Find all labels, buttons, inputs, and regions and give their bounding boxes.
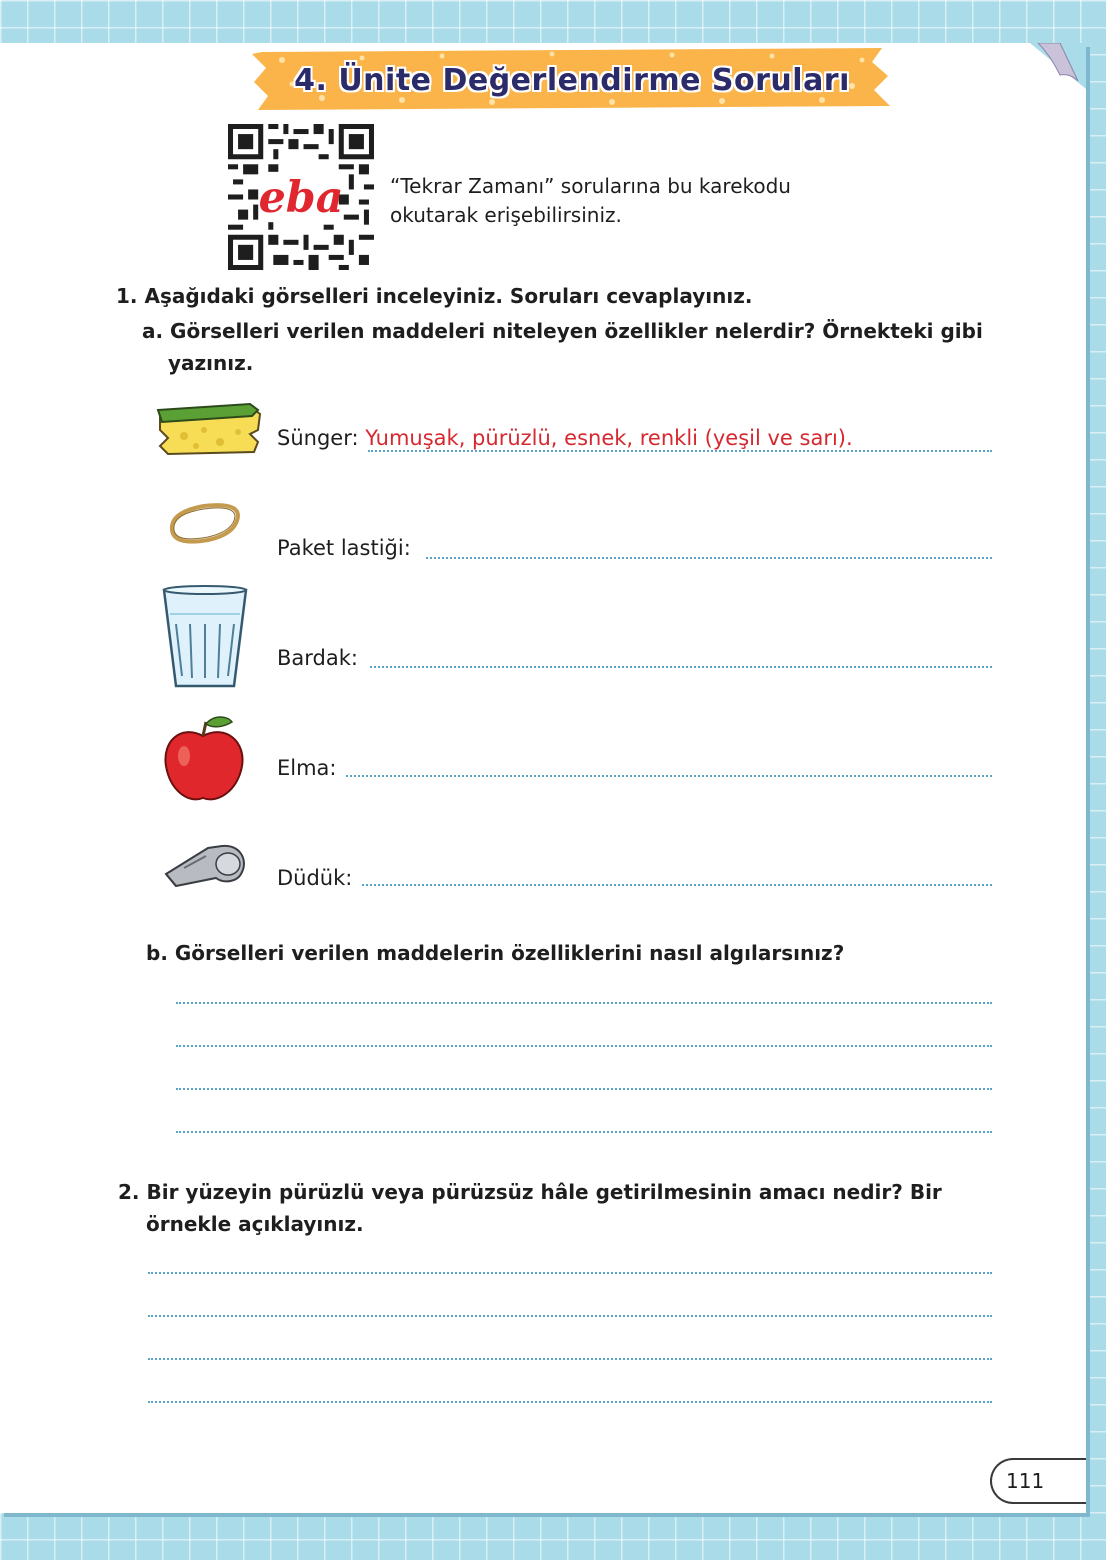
eba-logo-text: eba	[258, 173, 344, 224]
glass-label: Bardak:	[277, 646, 358, 670]
question-1a-line2: yazınız.	[168, 351, 254, 375]
answer-line-2-3[interactable]	[148, 1358, 992, 1360]
answer-line-rubber-band[interactable]	[426, 557, 992, 559]
answer-line-sponge[interactable]	[368, 450, 992, 452]
page-number: 111	[990, 1458, 1086, 1504]
answer-line-1b-1[interactable]	[176, 1002, 992, 1004]
answer-line-2-2[interactable]	[148, 1315, 992, 1317]
answer-line-apple[interactable]	[346, 775, 992, 777]
question-1: 1. Aşağıdaki görselleri inceleyiniz. Soruları cevaplayınız.	[116, 284, 753, 308]
sponge-answer: Yumuşak, pürüzlü, esnek, renkli (yeşil ve sarı).	[365, 426, 853, 450]
sponge-icon	[154, 402, 264, 456]
apple-icon	[160, 714, 246, 804]
answer-line-glass[interactable]	[370, 666, 992, 668]
sponge-label: Sünger:	[277, 426, 359, 450]
item-label-sponge	[277, 426, 853, 450]
qr-code	[228, 124, 374, 270]
question-1b: b. Görselleri verilen maddelerin özelliklerini nasıl algılarsınız?	[146, 941, 845, 965]
page-title: 4. Ünite Değerlendirme Soruları	[294, 62, 850, 98]
question-1a-line1: a. Görselleri verilen maddeleri niteleyen özellikler nelerdir? Örnekteki gibi	[142, 319, 983, 343]
question-2-line1: 2. Bir yüzeyin pürüzlü veya pürüzsüz hâle getirilmesinin amacı nedir? Bir	[118, 1180, 942, 1204]
qr-text-line1: “Tekrar Zamanı” sorularına bu karekodu	[390, 174, 791, 198]
qr-instructions	[390, 172, 870, 230]
answer-line-1b-3[interactable]	[176, 1088, 992, 1090]
answer-line-2-1[interactable]	[148, 1272, 992, 1274]
apple-label: Elma:	[277, 756, 337, 780]
rubber-band-icon	[164, 500, 244, 546]
answer-line-whistle[interactable]	[362, 884, 992, 886]
qr-text-line2: okutarak erişebilirsiniz.	[390, 203, 622, 227]
answer-line-2-4[interactable]	[148, 1401, 992, 1403]
answer-line-1b-2[interactable]	[176, 1045, 992, 1047]
glass-icon	[160, 584, 250, 692]
whistle-label: Düdük:	[277, 866, 353, 890]
folded-corner	[1030, 43, 1086, 89]
question-2-line2: örnekle açıklayınız.	[146, 1212, 364, 1236]
whistle-icon	[162, 834, 248, 890]
answer-line-1b-4[interactable]	[176, 1131, 992, 1133]
rubber-band-label: Paket lastiği:	[277, 536, 411, 560]
